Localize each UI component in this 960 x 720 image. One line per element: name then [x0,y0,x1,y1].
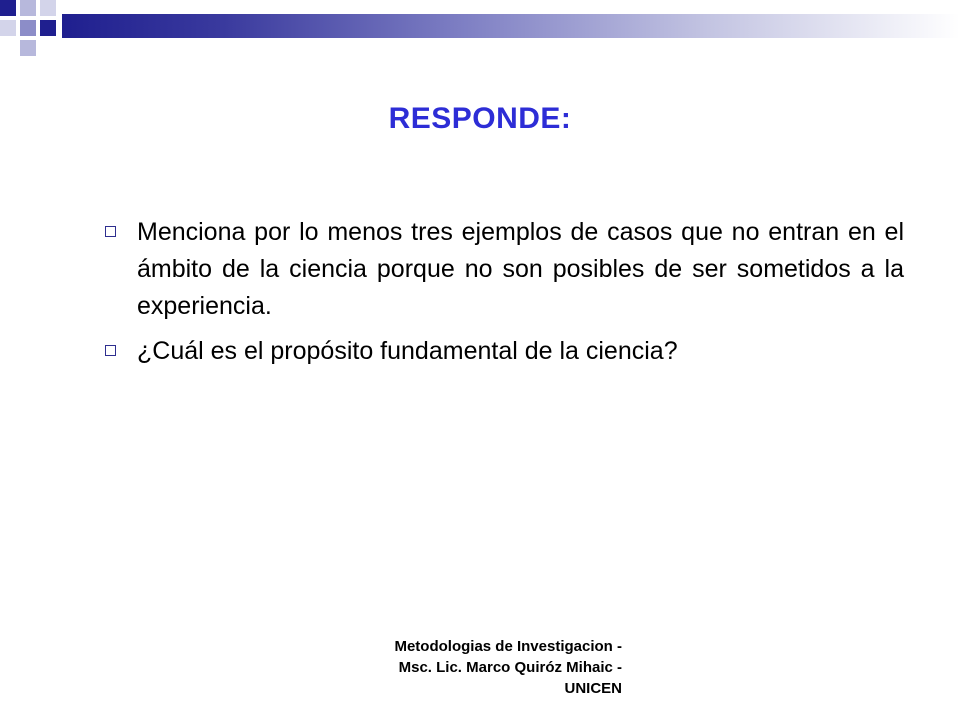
deco-square-dark [40,20,56,36]
slide-title: RESPONDE: [388,102,572,135]
header-gradient-bar [62,14,960,38]
footer-line: UNICEN [564,680,622,697]
slide-footer [300,636,622,699]
bullet-text: Menciona por lo menos tres ejemplos de casos que no entran en el ámbito de la ciencia porque no son posibles de ser sometidos a la experiencia. [137,218,904,320]
bullet-list [104,214,904,378]
hollow-square-bullet-icon [105,226,116,237]
deco-square-light [0,20,16,36]
deco-square-mid [20,20,36,36]
bullet-text: ¿Cuál es el propósito fundamental de la ciencia? [137,337,678,365]
deco-square-dark [0,0,16,16]
deco-square-light [20,0,36,16]
deco-square-light [40,0,56,16]
deco-square-light [20,40,36,56]
footer-line: Metodologias de Investigacion - [394,638,622,655]
list-item [104,333,904,370]
footer-line: Msc. Lic. Marco Quiróz Mihaic - [398,659,622,676]
list-item [104,214,904,325]
hollow-square-bullet-icon [105,345,116,356]
